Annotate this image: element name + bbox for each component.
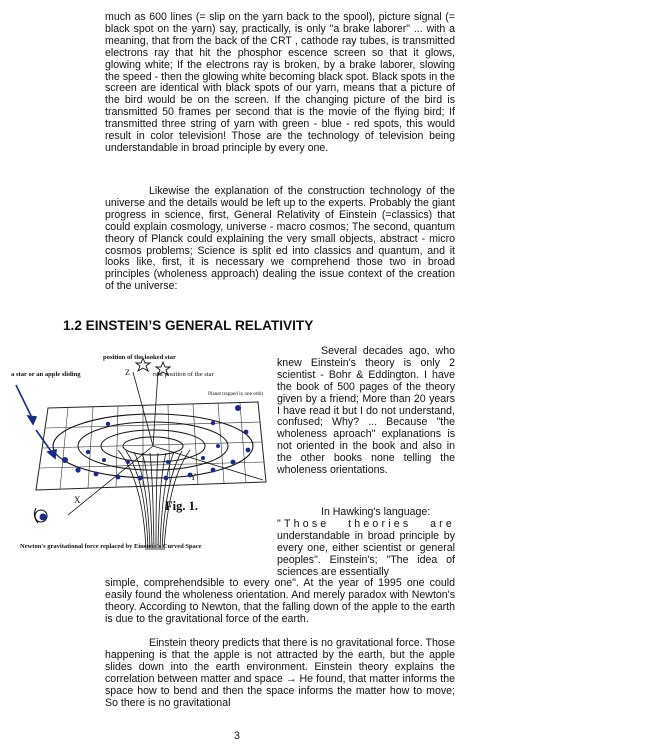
paragraph-newton-paradox: simple, comprehendsible to every one". At the year of 1995 one could easily found the wholeness orientation. And merely paradox with Newton's theory. According to Newton, that the falling down of the apple to the earth is due to the gravitational force of the earth. [105, 577, 455, 625]
side-paragraph-hawking-quote: "Those theories are [277, 518, 455, 530]
axis-x-label: X [74, 495, 81, 505]
side-paragraph-hawking-rest: understandable in broad principle by every one, either scientist or general peoples". Einstein's; "The idea of sciences are essentially [277, 530, 455, 578]
figure-title: Fig. 1. [165, 499, 198, 513]
paragraph-einstein-prediction: Einstein theory predicts that there is no gravitational force. Those happening is that the apple is not attracted by the earth, but the apple slides down into the earth environment. Einstein theory explains the correlation between matter and space → He found, that matter informs the space how to bend and then the space informs the matter how to move; So there is no gravitational [105, 637, 455, 709]
label-star-apple: a star or an apple sliding [11, 371, 81, 378]
side-paragraph-hawking-intro: In Hawking's language: [321, 506, 431, 518]
label-planet-orbit: Planet trapped in one orbit [208, 391, 264, 397]
figure-caption: Newton's gravitational force replaced by Einstein's Curved Space [20, 543, 202, 550]
page-number: 3 [234, 730, 240, 742]
label-looked-star: position of the looked star [103, 354, 176, 361]
paragraph-tv-explanation: much as 600 lines (= slip on the yarn back to the spool), picture signal (= black spot on the yarn) say, practically, is only "a brake laborer" ... with a meaning, that from the back of the CRT , cathode ray tubes, is transmitted electrons ray that hit the phosphor escence screen so that it glows, glowing white; If the electrons ray is broken, by a brake laborer, slowing the speed - then the glowing white becoming black spot. Black spots in the screen are identical with black spots of our yarn, means that a picture of the bird would be on the screen. If the changing picture of the bird is transmitted 50 frames per second that is the movie of the flying bird; If transmitted three string of yarn with green - blue - red spots, this would result in color television! Those are the technology of television being understandable in broad principle by every one. [105, 11, 455, 154]
axis-y-label: Y [190, 472, 197, 482]
label-real-position: real position of the star [153, 371, 214, 378]
side-paragraph-decades: Several decades ago, who knew Einstein's theory is only 2 scientist - Bohr & Eddington. I have the book of 500 pages of the theory given by a friend; More than 20 years I have read it but I do not understand, confused; Why? ... Because "the wholeness aproach" explanations is not oriented in the book and also in the other books none telling the wholeness orientations. [277, 345, 455, 477]
paragraph-universe-explanation: Likewise the explanation of the construction technology of the universe and the details would be left up to the experts. Probably the giant progress in science, first, General Relativity of Einstein (=classics) that could explain cosmology, universe - macro cosmos; The second, quantum theory of Planck could explaining the very small objects, abstract - micro cosmos problems; Science is split ed into classics and quantum, and it looks like, first, it is necessary we comprehend those two in broad principles (wholeness approach) dealing the issue context of the creation of the universe: [105, 185, 455, 293]
curved-space-diagram [8, 350, 270, 560]
axis-z-label: Z [125, 368, 130, 377]
figure-curved-space [8, 350, 270, 560]
section-heading: 1.2 EINSTEIN’S GENERAL RELATIVITY [63, 318, 314, 333]
